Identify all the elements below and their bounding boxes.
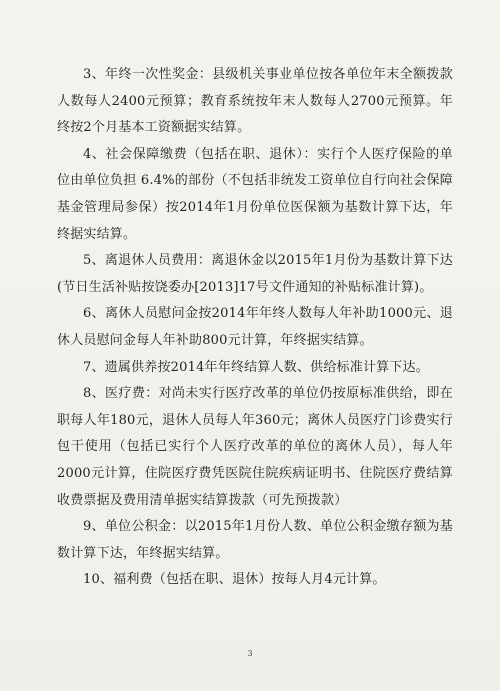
- paragraph-survivor-support: 7、遗属供养按2014年年终结算人数、供给标准计算下达。: [83, 359, 429, 375]
- paragraph-welfare-fee: 10、福利费（包括在职、退休）按每人月4元计算。: [83, 572, 386, 588]
- document-body: [57, 62, 453, 594]
- paragraph-year-end-bonus: 3、年终一次性奖金：县级机关事业单位按各单位年末全额拨款人数每人2400元预算；教育系统按年末人数每人2700元预算。年终按2个月基本工资额据实结算。: [57, 67, 453, 136]
- page-number: 3: [247, 649, 253, 658]
- paragraph-social-security: 4、社会保障缴费（包括在职、退休）：实行个人医疗保险的单位由单位负担 6.4%的部份（不包括非统发工资单位自行向社会保障基金管理局参保）按2014年1月份单位医保额为基数计算下达，年终据实结算。: [57, 146, 453, 242]
- paragraph-medical-expenses: 8、医疗费：对尚未实行医疗改革的单位仍按原标准供给，即在职每人年180元，退休人员每人年360元；离休人员医疗门诊费实行包干使用（包括已实行个人医疗改革的单位的离休人员），每人年2000元计算，住院医疗费凭医院住院疾病证明书、住院医疗费结算收费票据及费用清单据实结算拨款（可先预拨款）: [57, 386, 453, 508]
- paragraph-housing-fund: 9、单位公积金：以2015年1月份人数、单位公积金缴存额为基数计算下达，年终据实结算。: [57, 519, 453, 561]
- paragraph-retiree-expenses: 5、离退休人员费用：离退休金以2015年1月份为基数计算下达(节日生活补贴按饶委办[2013]17号文件通知的补贴标准计算)。: [57, 253, 453, 295]
- paragraph-retiree-condolence: 6、离休人员慰问金按2014年年终人数每人年补助1000元、退休人员慰问金每人年补助800元计算，年终据实结算。: [57, 306, 453, 348]
